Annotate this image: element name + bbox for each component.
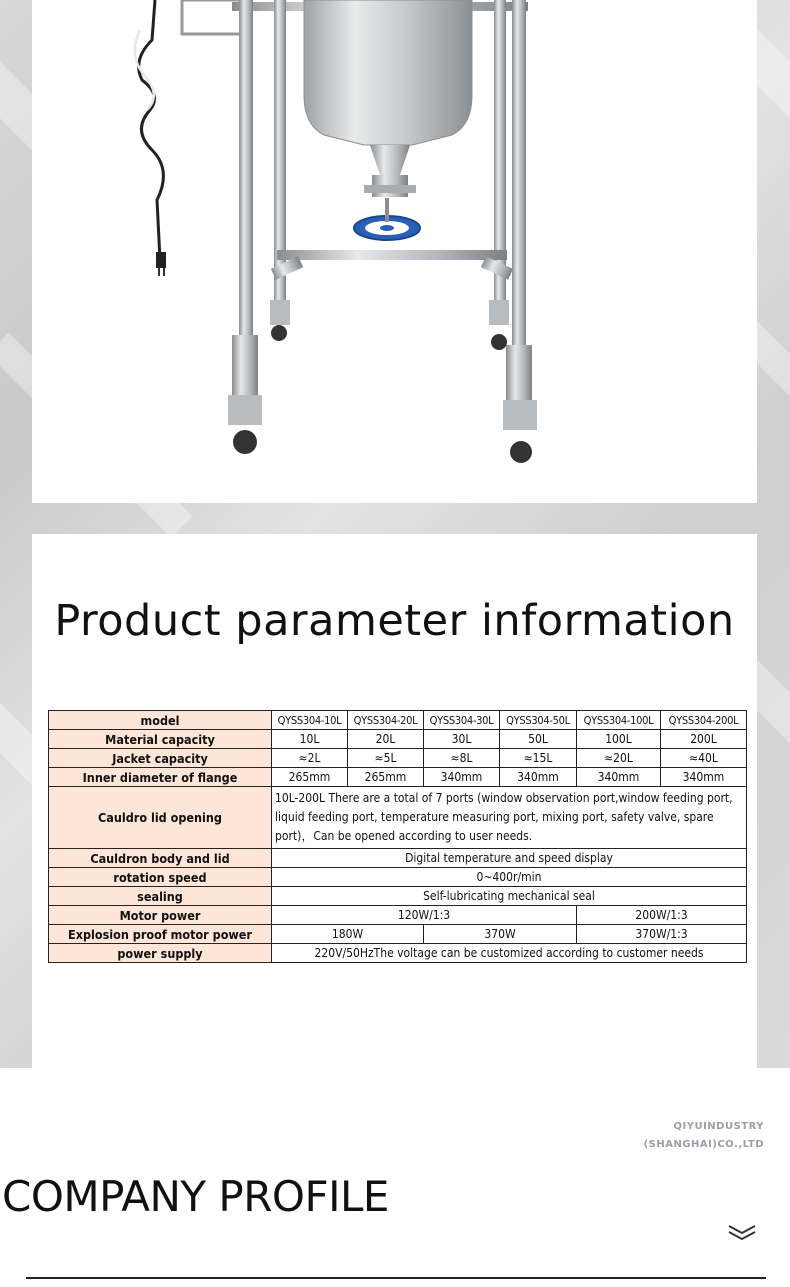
table-cell: ≈5L bbox=[348, 749, 424, 768]
table-cell: Digital temperature and speed display bbox=[272, 849, 747, 868]
company-name-line2: (SHANGHAI)CO.,LTD bbox=[643, 1139, 764, 1150]
table-cell: QYSS304-30L bbox=[424, 711, 500, 730]
table-cell: 370W/1:3 bbox=[577, 925, 747, 944]
table-cell: ≈20L bbox=[577, 749, 661, 768]
table-cell: 340mm bbox=[424, 768, 500, 787]
divider bbox=[26, 1277, 766, 1279]
company-name-line1: QIYUINDUSTRY bbox=[673, 1121, 764, 1132]
table-cell: QYSS304-20L bbox=[348, 711, 424, 730]
table-row bbox=[49, 906, 747, 925]
table-cell: 265mm bbox=[348, 768, 424, 787]
table-row bbox=[49, 887, 747, 906]
table-cell: ≈8L bbox=[424, 749, 500, 768]
row-label: Cauldron body and lid bbox=[49, 849, 272, 868]
row-label: Inner diameter of flange bbox=[49, 768, 272, 787]
table-row bbox=[49, 768, 747, 787]
row-label: rotation speed bbox=[49, 868, 272, 887]
table-cell: ≈15L bbox=[500, 749, 577, 768]
table-cell: 30L bbox=[424, 730, 500, 749]
table-cell: 10L bbox=[272, 730, 348, 749]
row-label: power supply bbox=[49, 944, 272, 963]
table-cell: QYSS304-50L bbox=[500, 711, 577, 730]
table-cell: 200L bbox=[661, 730, 747, 749]
parameter-section bbox=[32, 534, 757, 1068]
double-chevron-down-icon bbox=[727, 1222, 757, 1242]
table-cell: 100L bbox=[577, 730, 661, 749]
section-title: Product parameter information bbox=[54, 596, 735, 646]
row-label: Cauldro lid opening bbox=[49, 787, 272, 849]
table-cell: 220V/50HzThe voltage can be customized according to customer needs bbox=[272, 944, 747, 963]
table-row bbox=[49, 711, 747, 730]
table-cell: ≈40L bbox=[661, 749, 747, 768]
table-cell: QYSS304-10L bbox=[272, 711, 348, 730]
product-image bbox=[32, 0, 757, 503]
reactor-illustration bbox=[32, 0, 757, 503]
table-row bbox=[49, 749, 747, 768]
table-cell-description: 10L-200L There are a total of 7 ports (window observation port,window feeding port, liquid feeding port, temperature measuring port, mixing port, safety valve, spare port)，Can be opened according to user needs. bbox=[272, 787, 747, 849]
table-cell: Self-lubricating mechanical seal bbox=[272, 887, 747, 906]
table-cell: 340mm bbox=[577, 768, 661, 787]
company-profile-title: COMPANY PROFILE bbox=[2, 1172, 389, 1221]
row-label: Jacket capacity bbox=[49, 749, 272, 768]
table-row bbox=[49, 925, 747, 944]
table-row bbox=[49, 868, 747, 887]
row-label: Motor power bbox=[49, 906, 272, 925]
table-row bbox=[49, 730, 747, 749]
table-cell: 265mm bbox=[272, 768, 348, 787]
table-cell: 340mm bbox=[500, 768, 577, 787]
row-label: model bbox=[49, 711, 272, 730]
table-cell: 20L bbox=[348, 730, 424, 749]
table-cell: 340mm bbox=[661, 768, 747, 787]
table-cell: 180W bbox=[272, 925, 424, 944]
table-cell: 370W bbox=[424, 925, 577, 944]
table-cell: 50L bbox=[500, 730, 577, 749]
table-cell: ≈2L bbox=[272, 749, 348, 768]
table-row bbox=[49, 787, 747, 849]
table-row bbox=[49, 849, 747, 868]
table-cell: 120W/1:3 bbox=[272, 906, 577, 925]
row-label: Explosion proof motor power bbox=[49, 925, 272, 944]
row-label: sealing bbox=[49, 887, 272, 906]
row-label: Material capacity bbox=[49, 730, 272, 749]
table-cell: QYSS304-100L bbox=[577, 711, 661, 730]
parameter-table bbox=[48, 710, 747, 963]
table-cell: QYSS304-200L bbox=[661, 711, 747, 730]
table-cell: 200W/1:3 bbox=[577, 906, 747, 925]
table-cell: 0~400r/min bbox=[272, 868, 747, 887]
table-row bbox=[49, 944, 747, 963]
